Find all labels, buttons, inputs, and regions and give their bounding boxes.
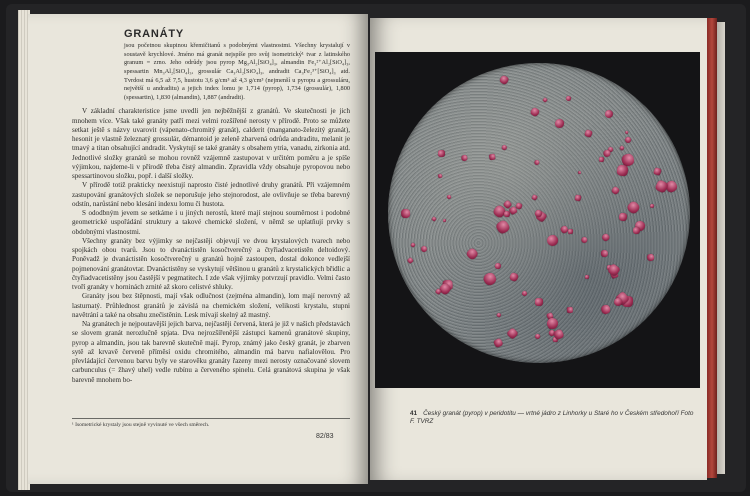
intro-paragraph: jsou početnou skupinou křemičitanů s podobnými vlastnostmi. Všechny krystalují v soustavě krychlové. Jméno má granát nejspíše pro svůj isometrický¹ tvar z latinského granum = zrno. Jeho odrůdy jsou pyrop Mg₃Al₂[SiO₄]₃, almandin Fe₃²⁺Al₂[SiO₄]₃, spessartin Mn₃Al₂[SiO₄]₃, grossulár Ca₃Al₂[SiO₄]₃, andradit Ca₃Fe₂³⁺[SiO₄]₃ atd. Tvrdost má 6,5 až 7,5, hustotu 3,6 g/cm³ až 4,3 g/cm³ (nejmenší u pyropu a grossuláru, největší u andraditu) a jejich index lomu je 1,714 (pyrop), 1,734 (grossulár), 1,800 (spessartin), 1,830 (almandin), 1,887 (andradit). [124,42,350,101]
caption-number: 41 [410,410,418,417]
garnet-crystal [489,154,496,161]
garnet-crystal [531,194,538,201]
garnet-crystal [407,257,414,264]
garnet-crystal [619,145,624,150]
garnet-crystal [623,136,632,145]
garnet-crystal [534,159,540,165]
garnet-crystal [432,216,438,222]
garnet-crystal [534,333,541,340]
garnet-crystal [495,219,511,235]
garnet-crystal [580,236,588,244]
garnet-crystal [401,209,411,219]
garnet-crystal [443,219,446,222]
garnet-crystal [632,227,639,234]
garnet-crystal [410,242,416,248]
garnet-crystal [650,204,655,209]
garnet-crystal [535,298,543,306]
body-paragraph: V přírodě totiž prakticky neexistují naprosto čisté jednotlivé druhy granátů. Při vzájemném zastupování granátových složek se neporušuje jeho stejnorodost, ale ovlivňuje se třeba barevný odstín, narůstání nebo klesání indexu lomu či hustota. [72,181,350,208]
garnet-crystal [616,164,628,176]
garnet-crystal [438,150,445,157]
garnet-crystal [600,305,611,316]
garnet-crystal [585,275,590,280]
garnet-crystal [599,157,605,163]
garnet-crystal [420,245,428,253]
garnet-crystal [506,328,519,341]
garnet-crystal [624,130,629,135]
garnet-crystal [626,200,641,215]
garnet-crystal [600,232,611,243]
body-paragraph: V základní charakteristice jsme uvedli jen nejběžnější z granátů. Ve skutečnosti je jich mnohem více. Však také granáty patří mezi velmi rozšířené nerosty v přírodě. Proto se můžete setkat ještě s názvy uvarovit (vápenato-chromitý granát), calderit (manganato-železitý granát), hesonit je vlastně železnatý grossulár, démantoid je zeleně zbarvená odrůda andraditu, melanit je tmavý a titan obsahující andradit. Vyskytují se také granáty s obsahem ytria, vanadu, zirkonia atd. Jednotlivé složky granátů se mohou rovněž vzájemně zastupovat v určitém poměru a je spíše výjimkou, najdeme-li v přírodě třeba čistý almandin. Zpravidla vždy obsahuje pyropovou nebo spessartinovou složku, popř. i další složky. [72,107,350,181]
garnet-crystal [460,155,467,162]
garnet-crystal [438,174,443,179]
caption-text: Český granát (pyrop) v peridotitu — vrtné jádro z Linhorky u Staré ho v Českém středohoří Foto F. TVRZ [410,410,694,426]
garnet-crystal [605,110,613,118]
body-paragraph: Na granátech je nejpoutavější jejich barva, nejčastěji červená, která je již v našich představách se slovem granát nerozlučně spjata. Dva nejrozšířenější zástupci kamenů granátové skupiny, pyrop a almandin, jsou tak barevně skutečně mají. Pyrop, známý jako český granát, je zbarven sytě až krvavě červeně příměsí oxidu chromitého, almandin má barvu nafialovělou. Pro převládající červenou barvu byly ve starověku granáty řazeny mezi nerosty označované slovem carbunculus (= žhavý uhel) vedle rubínu a červeného spinelu. Celá granátová skupina je však barevně mnohem bo- [72,320,350,384]
garnet-crystal [578,171,581,174]
garnet-crystal [465,247,480,262]
body-paragraph: Všechny granáty bez výjimky se nejčastěji objevují ve dvou krystalových tvarech nebo spojkách obou tvarů. Jsou to dvanáctistěn kosočtverečný a čtyřiadvacetistěn deltoidový. Poněvadž je dvanáctistěn kosočtverečný u granátů hojně zastoupen, dostal dokonce vedlejší pojmenování granátovtar. Dvanáctistěny se vyskytují většinou u granátů z krystalických břidlic a čtyřiadvacetistěny jsou častější v pegmatitech. I zde však výjimky potvrzují pravidlo. Velmi často tvoří granáty v horninách zrnité až skoro celistvé shluky. [72,236,350,292]
footnote: ¹ Isometrické krystaly jsou stejně vyvinuté ve všech směrech. [72,418,350,429]
garnet-crystal [492,337,503,348]
body-paragraph: Granáty jsou bez štěpnosti, mají však odlučnost (zejména almandin), lom mají nerovný až lasturnatý. Průhlednost granátů je závislá na chemickém složení, velikosti krystalu, stupni navětrání a také na obsahu znečistěnin. Lesk mívají skelný až mastný. [72,292,350,319]
garnet-crystal [574,195,581,202]
garnet-crystal [501,144,507,150]
left-page-text [72,30,350,385]
garnet-crystal [508,206,517,215]
body-paragraph: S ododbným jevem se setkáme i u jiných nerostů, které mají stejnou souměrnost i podobné geometrické uspořádání struktury a takové chemické složení, v němž se uplatňují prvky s obdobnými vlastnostmi. [72,209,350,236]
garnet-crystal [618,212,627,221]
garnet-crystal [498,74,510,86]
garnet-crystal [529,106,540,117]
page-title: GRANÁTY [124,28,184,40]
garnet-specimen-photo [388,63,690,363]
photo-caption [410,410,700,426]
garnet-crystal [567,307,573,313]
page-edges-right [717,22,725,474]
garnet-crystal [653,167,662,176]
garnet-crystal [554,118,564,128]
garnet-crystal [482,271,498,287]
garnet-crystal [494,263,501,270]
book-cover-edge [707,18,717,478]
garnet-crystal [447,194,453,200]
garnet-crystal [565,96,571,102]
garnet-crystal [601,250,608,257]
garnet-crystal [504,211,510,217]
garnet-crystal [546,234,559,247]
garnet-crystal [520,290,527,297]
garnet-crystal [647,254,655,262]
garnet-crystal [496,313,501,318]
garnet-crystal [568,229,573,234]
garnet-crystal [542,97,548,103]
page-number: 82/83 [316,433,334,440]
garnet-crystal [584,129,593,138]
garnet-crystal [654,179,669,194]
garnet-crystal [611,186,621,196]
garnet-crystal [509,272,519,282]
